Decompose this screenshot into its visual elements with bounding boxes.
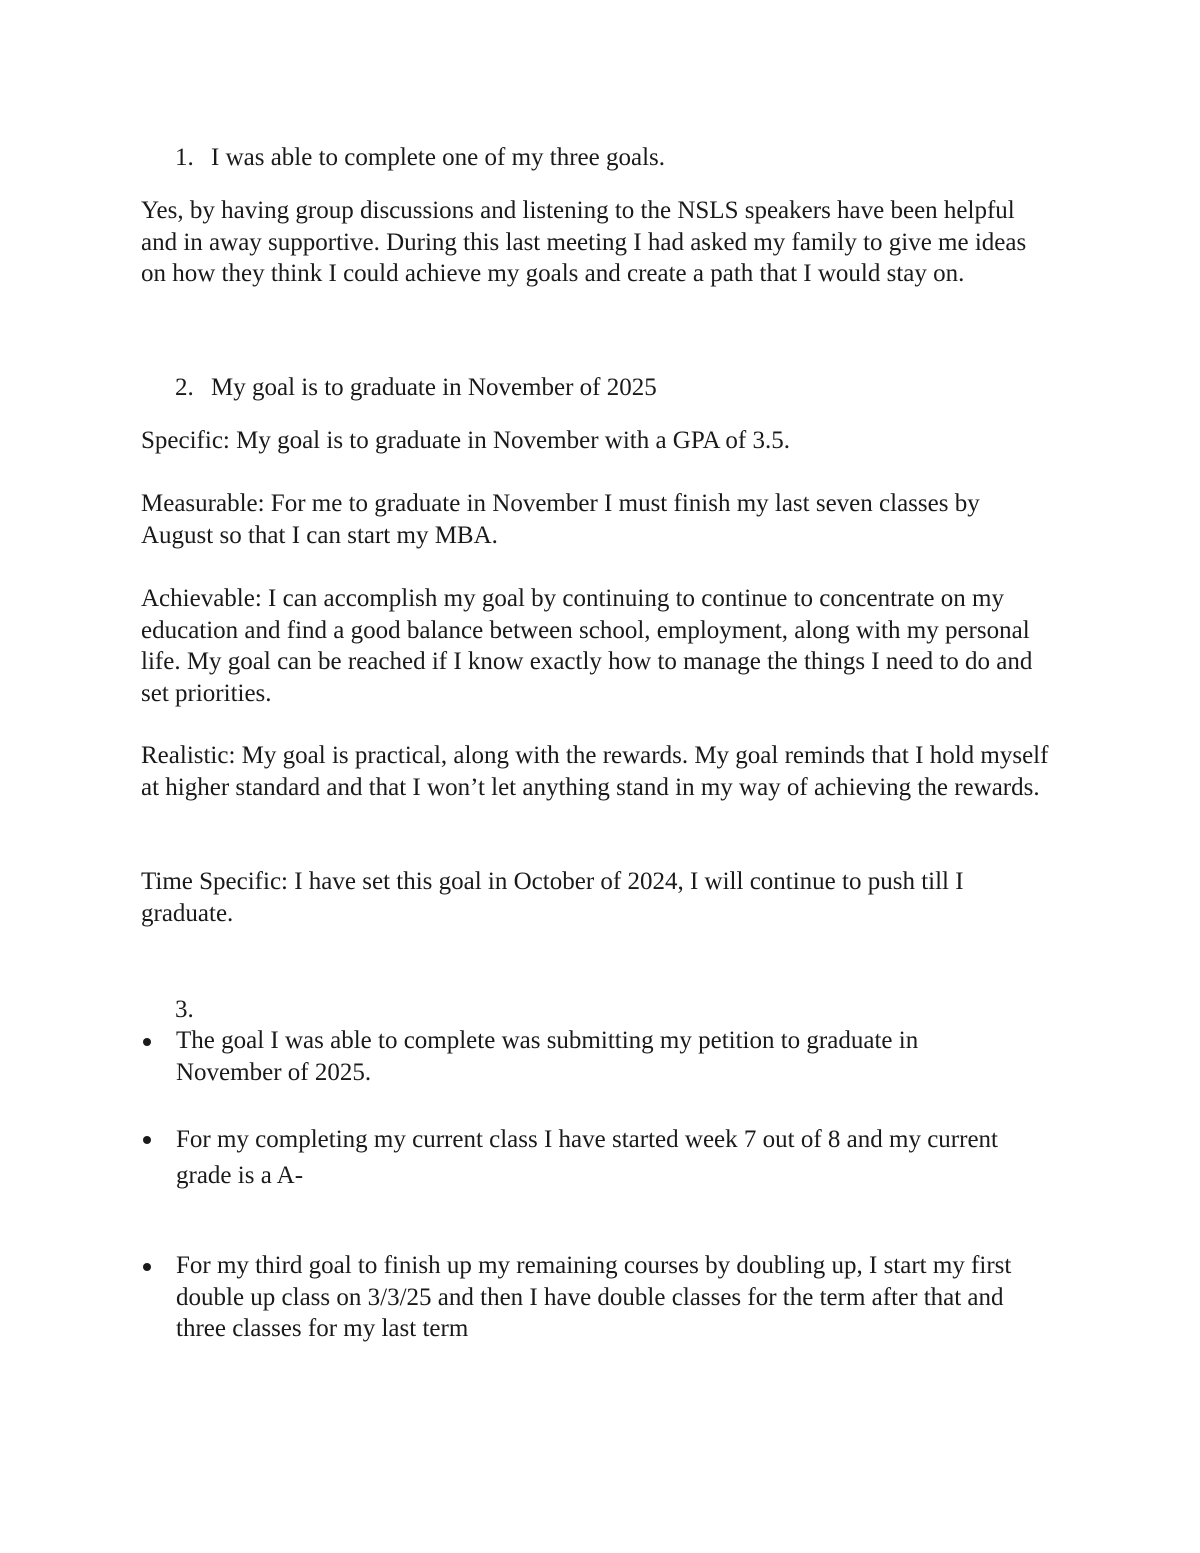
section-2-number: 2. <box>175 374 194 401</box>
realistic-paragraph: Realistic: My goal is practical, along with the rewards. My goal reminds that I hold myself at higher standard and that I won’t let anything stand in my way of achieving the rewards. <box>141 742 1049 801</box>
section-1-heading-text: I was able to complete one of my three goals. <box>211 144 666 171</box>
bullet-text: For my completing my current class I have started week 7 out of 8 and my current grade is a A- <box>176 1126 998 1189</box>
bullet-text: For my third goal to finish up my remaining courses by doubling up, I start my first double up class on 3/3/25 and then I have double classes for the term after that and three classes for my last term <box>176 1252 1012 1342</box>
section-3-number: 3. <box>175 996 194 1023</box>
measurable-paragraph: Measurable: For me to graduate in November I must finish my last seven classes by August so that I can start my MBA. <box>141 490 980 549</box>
bullet-icon <box>143 1263 151 1271</box>
bullet-icon <box>143 1038 151 1046</box>
bullet-icon <box>143 1136 151 1144</box>
specific-paragraph: Specific: My goal is to graduate in November with a GPA of 3.5. <box>141 427 790 454</box>
section-1-number: 1. <box>175 144 194 171</box>
achievable-paragraph: Achievable: I can accomplish my goal by continuing to continue to concentrate on my education and find a good balance between school, employment, along with my personal life. My goal can be reached if I know exactly how to manage the things I need to do and set priorities. <box>141 585 1033 707</box>
section-2-heading-text: My goal is to graduate in November of 2025 <box>211 374 657 401</box>
time-specific-paragraph: Time Specific: I have set this goal in October of 2024, I will continue to push till I graduate. <box>141 868 964 927</box>
section-1-paragraph: Yes, by having group discussions and listening to the NSLS speakers have been helpful and in away supportive. During this last meeting I had asked my family to give me ideas on how they think I could achieve my goals and create a path that I would stay on. <box>141 197 1027 287</box>
bullet-text: The goal I was able to complete was submitting my petition to graduate in November of 2025. <box>176 1027 919 1086</box>
